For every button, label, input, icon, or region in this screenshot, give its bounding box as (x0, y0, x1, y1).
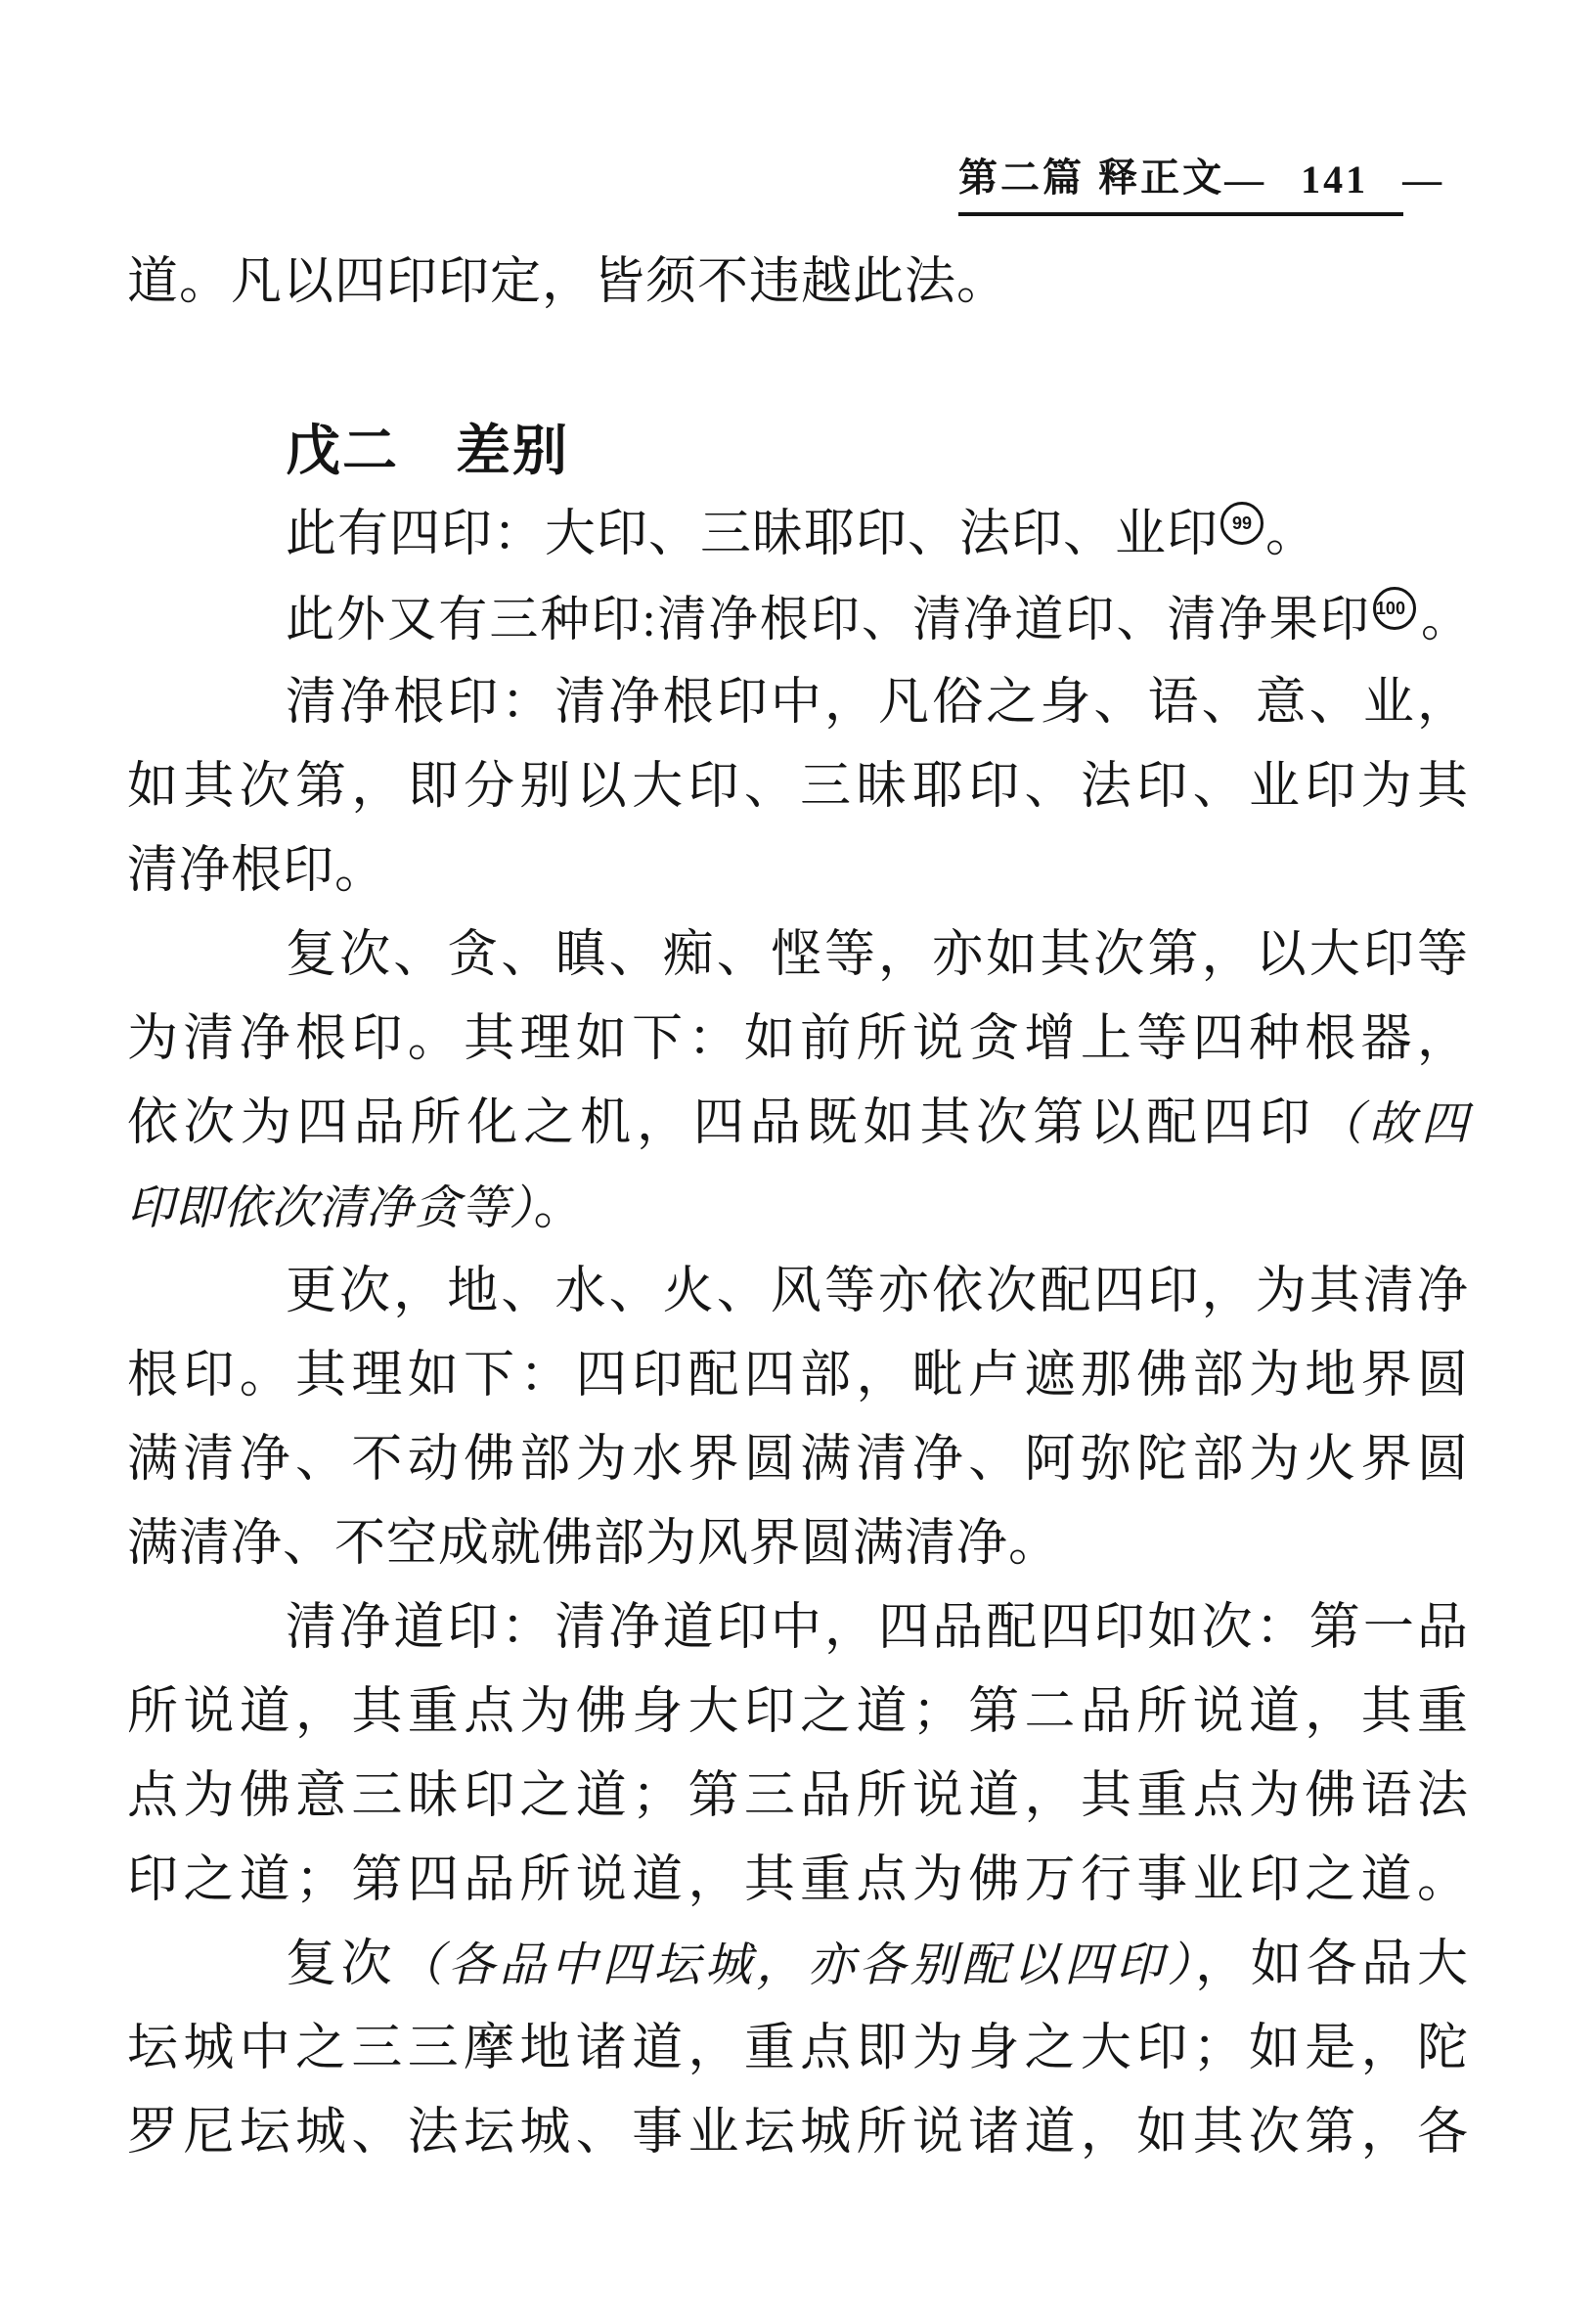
text-line (127, 998, 1469, 1082)
text-line (127, 661, 1469, 745)
text-run: 印之道；第四品所说道，其重点为佛万行事业印之道。 (127, 1852, 1469, 1908)
text-run: 坛城中之三三摩地诸道，重点即为身之大印；如是，陀 (127, 2021, 1469, 2076)
text-run: 罗尼坛城、法坛城、事业坛城所说诸道，如其次第，各 (127, 2105, 1469, 2161)
text-run: 。 (1265, 507, 1318, 562)
header-section-title: 第二篇 释正文 (958, 156, 1225, 200)
text-run: 此有四印：大印、三昧耶印、法印、业印 (286, 507, 1219, 562)
text-run: 。 (533, 1180, 586, 1235)
text-run: 如其次第，即分别以大印、三昧耶印、法印、业印为其 (127, 759, 1469, 815)
text-line (127, 1586, 1469, 1671)
text-run: 更次，地、水、火、风等亦依次配四印，为其清净 (286, 1264, 1469, 1319)
inline-annotation: （各品中四坛城，亦各别配以四印） (396, 1939, 1196, 1991)
header-page-number: — 141 — (1224, 157, 1445, 201)
text-run: 所说道，其重点为佛身大印之道；第二品所说道，其重 (127, 1684, 1469, 1740)
text-run: 道。凡以四印印定，皆须不违越此法。 (127, 254, 1009, 310)
text-run: 清净根印。 (127, 843, 387, 899)
blank-line (127, 325, 1469, 409)
footnote-marker: 99 (1220, 502, 1264, 545)
footnote-marker: 100 (1373, 587, 1416, 630)
text-run: 清净根印：清净根印中，凡俗之身、语、意、业， (286, 675, 1469, 731)
text-run: 复次 (286, 1937, 397, 1992)
text-run: 点为佛意三昧印之道；第三品所说道，其重点为佛语法 (127, 1768, 1469, 1824)
text-line (127, 2091, 1469, 2175)
text-line (127, 745, 1469, 829)
text-line (127, 1250, 1469, 1334)
text-run: 依次为四品所化之机，四品既如其次第以配四印 (127, 1095, 1316, 1151)
text-line (127, 493, 1469, 577)
text-line (127, 1502, 1469, 1586)
text-run: 为清净根印。其理如下：如前所说贪增上等四种根器， (127, 1011, 1469, 1067)
text-line (127, 829, 1469, 913)
text-run: 满清净、不动佛部为水界圆满清净、阿弥陀部为火界圆 (127, 1432, 1469, 1488)
section-heading (127, 409, 1469, 493)
text-run: 清净道印：清净道印中，四品配四印如次：第一品 (286, 1600, 1469, 1656)
text-line (127, 1839, 1469, 1923)
text-line (127, 1418, 1469, 1502)
inline-annotation: （故四 (1315, 1098, 1469, 1150)
text-line (127, 2007, 1469, 2091)
text-run: 满清净、不空成就佛部为风界圆满清净。 (127, 1516, 1061, 1572)
text-line (127, 241, 1469, 325)
body-text (127, 241, 1469, 2175)
text-line (127, 1671, 1469, 1755)
text-line (127, 1923, 1469, 2007)
running-header (958, 147, 1445, 216)
text-line (127, 577, 1469, 661)
text-line (127, 1334, 1469, 1418)
text-run: 根印。其理如下：四印配四部，毗卢遮那佛部为地界圆 (127, 1348, 1469, 1404)
text-run: ，如各品大 (1195, 1937, 1469, 1992)
text-run: 复次、贪、瞋、痴、悭等，亦如其次第，以大印等 (286, 927, 1469, 983)
inline-annotation: 印即依次清净贪等） (127, 1182, 534, 1234)
text-run: 此外又有三种印:清净根印、清净道印、清净果印 (286, 592, 1371, 646)
text-line (127, 1166, 1469, 1250)
text-line (127, 913, 1469, 998)
text-line (127, 1755, 1469, 1839)
section-heading-text: 戊二 差别 (286, 420, 569, 481)
text-line (127, 1082, 1469, 1166)
text-run: 。 (1417, 592, 1470, 646)
